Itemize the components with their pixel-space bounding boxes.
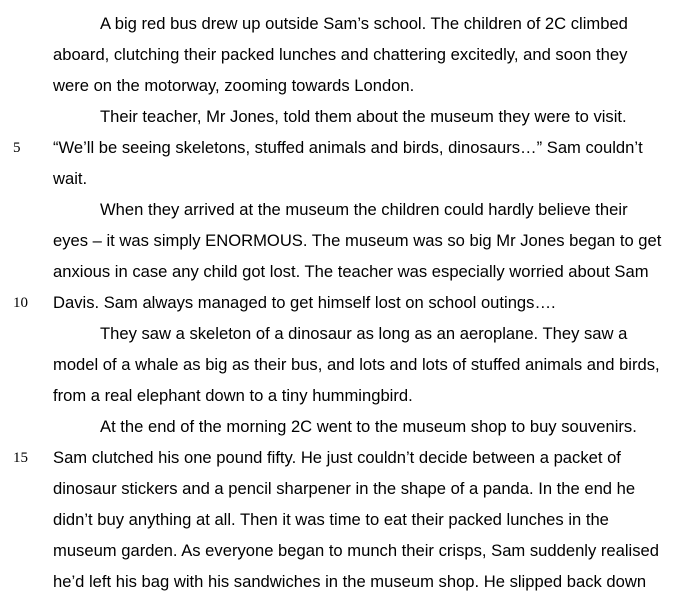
line-number: 10: [13, 295, 28, 311]
line-number: 5: [13, 140, 21, 156]
line-text: “We’ll be seeing skeletons, stuffed animals and birds, dinosaurs…” Sam couldn’t: [53, 138, 643, 157]
line-number: 15: [13, 450, 28, 466]
line-text: They saw a skeleton of a dinosaur as long as an aeroplane. They saw a: [100, 324, 628, 343]
line-text: aboard, clutching their packed lunches and chattering excitedly, and soon they: [53, 45, 628, 64]
passage-line-19: [0, 572, 690, 603]
passage-line-3: [0, 76, 690, 107]
line-text: At the end of the morning 2C went to the museum shop to buy souvenirs.: [100, 417, 637, 436]
line-text: from a real elephant down to a tiny hummingbird.: [53, 386, 413, 405]
passage-line-7: [0, 200, 690, 231]
passage-line-1: [0, 14, 690, 45]
passage-line-16: [0, 479, 690, 510]
line-text: model of a whale as big as their bus, and lots and lots of stuffed animals and birds,: [53, 355, 660, 374]
line-text: Their teacher, Mr Jones, told them about the museum they were to visit.: [100, 107, 627, 126]
passage-line-5: [0, 138, 690, 169]
line-text: Davis. Sam always managed to get himself lost on school outings….: [53, 293, 556, 312]
line-text: Sam clutched his one pound fifty. He just couldn’t decide between a packet of: [53, 448, 621, 467]
line-text: he’d left his bag with his sandwiches in the museum shop. He slipped back down: [53, 572, 647, 591]
line-text: When they arrived at the museum the children could hardly believe their: [100, 200, 628, 219]
line-text: wait.: [53, 169, 88, 188]
line-text: museum garden. As everyone began to munch their crisps, Sam suddenly realised: [53, 541, 659, 560]
passage-line-6: [0, 169, 690, 200]
passage-line-17: [0, 510, 690, 541]
passage-line-9: [0, 262, 690, 293]
passage-line-2: [0, 45, 690, 76]
line-text: A big red bus drew up outside Sam’s school. The children of 2C climbed: [100, 14, 628, 33]
passage-line-4: [0, 107, 690, 138]
passage-line-11: [0, 324, 690, 355]
passage-line-8: [0, 231, 690, 262]
line-text: were on the motorway, zooming towards London.: [53, 76, 415, 95]
line-text: dinosaur stickers and a pencil sharpener in the shape of a panda. In the end he: [53, 479, 636, 498]
passage-line-12: [0, 355, 690, 386]
passage-line-13: [0, 386, 690, 417]
line-text: eyes – it was simply ENORMOUS. The museum was so big Mr Jones began to get: [53, 231, 662, 250]
passage-line-14: [0, 417, 690, 448]
line-text: didn’t buy anything at all. Then it was time to eat their packed lunches in the: [53, 510, 609, 529]
passage-line-15: [0, 448, 690, 479]
passage-line-18: [0, 541, 690, 572]
passage-line-10: [0, 293, 690, 324]
line-text: anxious in case any child got lost. The teacher was especially worried about Sam: [53, 262, 649, 281]
